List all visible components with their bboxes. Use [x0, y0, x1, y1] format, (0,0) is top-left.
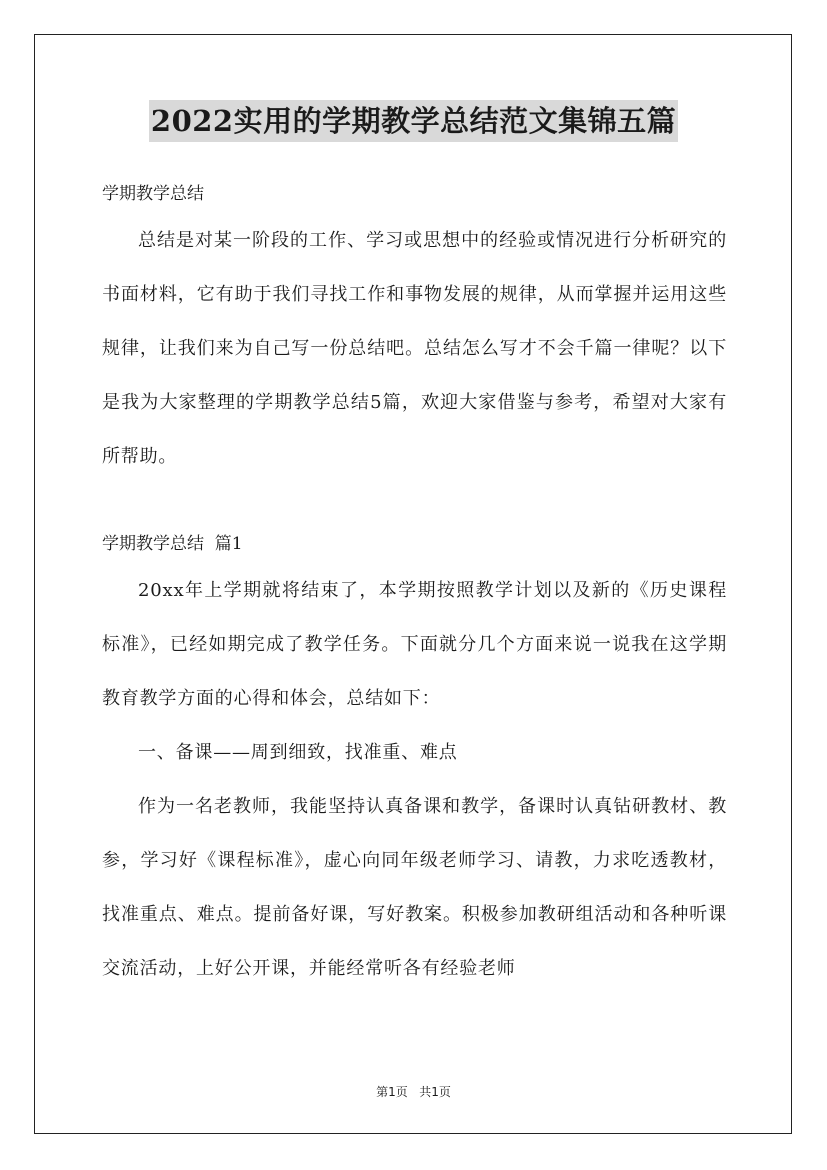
page-footer: [0, 1083, 827, 1100]
subheading: 一、备课——周到细致，找准重、难点: [138, 742, 458, 763]
section-heading: 学期教学总结 篇1: [102, 534, 243, 554]
page-number: 第1页 共1页: [376, 1085, 451, 1099]
spacer: [102, 484, 727, 524]
section-paragraph: 20xx年上学期就将结束了，本学期按照教学计划以及新的《历史课程标准》，已经如期完成了教学任务。下面就分几个方面来说一说我在这学期教育教学方面的心得和体会，总结如下：: [102, 580, 727, 709]
document-title: 2022实用的学期教学总结范文集锦五篇: [149, 100, 678, 142]
intro-paragraph: 总结是对某一阶段的工作、学习或思想中的经验或情况进行分析研究的书面材料，它有助于我们寻找工作和事物发展的规律，从而掌握并运用这些规律，让我们来为自己写一份总结吧。总结怎么写才不会千篇一律呢？以下是我为大家整理的学期教学总结5篇，欢迎大家借鉴与参考，希望对大家有所帮助。: [102, 230, 727, 467]
title-area: [0, 100, 827, 142]
intro-heading: 学期教学总结: [102, 184, 204, 204]
document-body: [102, 174, 727, 996]
body-paragraph: 作为一名老教师，我能坚持认真备课和教学，备课时认真钻研教材、教参，学习好《课程标准》，虚心向同年级老师学习、请教，力求吃透教材，找准重点、难点。提前备好课，写好教案。积极参加教研组活动和各种听课交流活动，上好公开课，并能经常听各有经验老师: [102, 796, 727, 979]
